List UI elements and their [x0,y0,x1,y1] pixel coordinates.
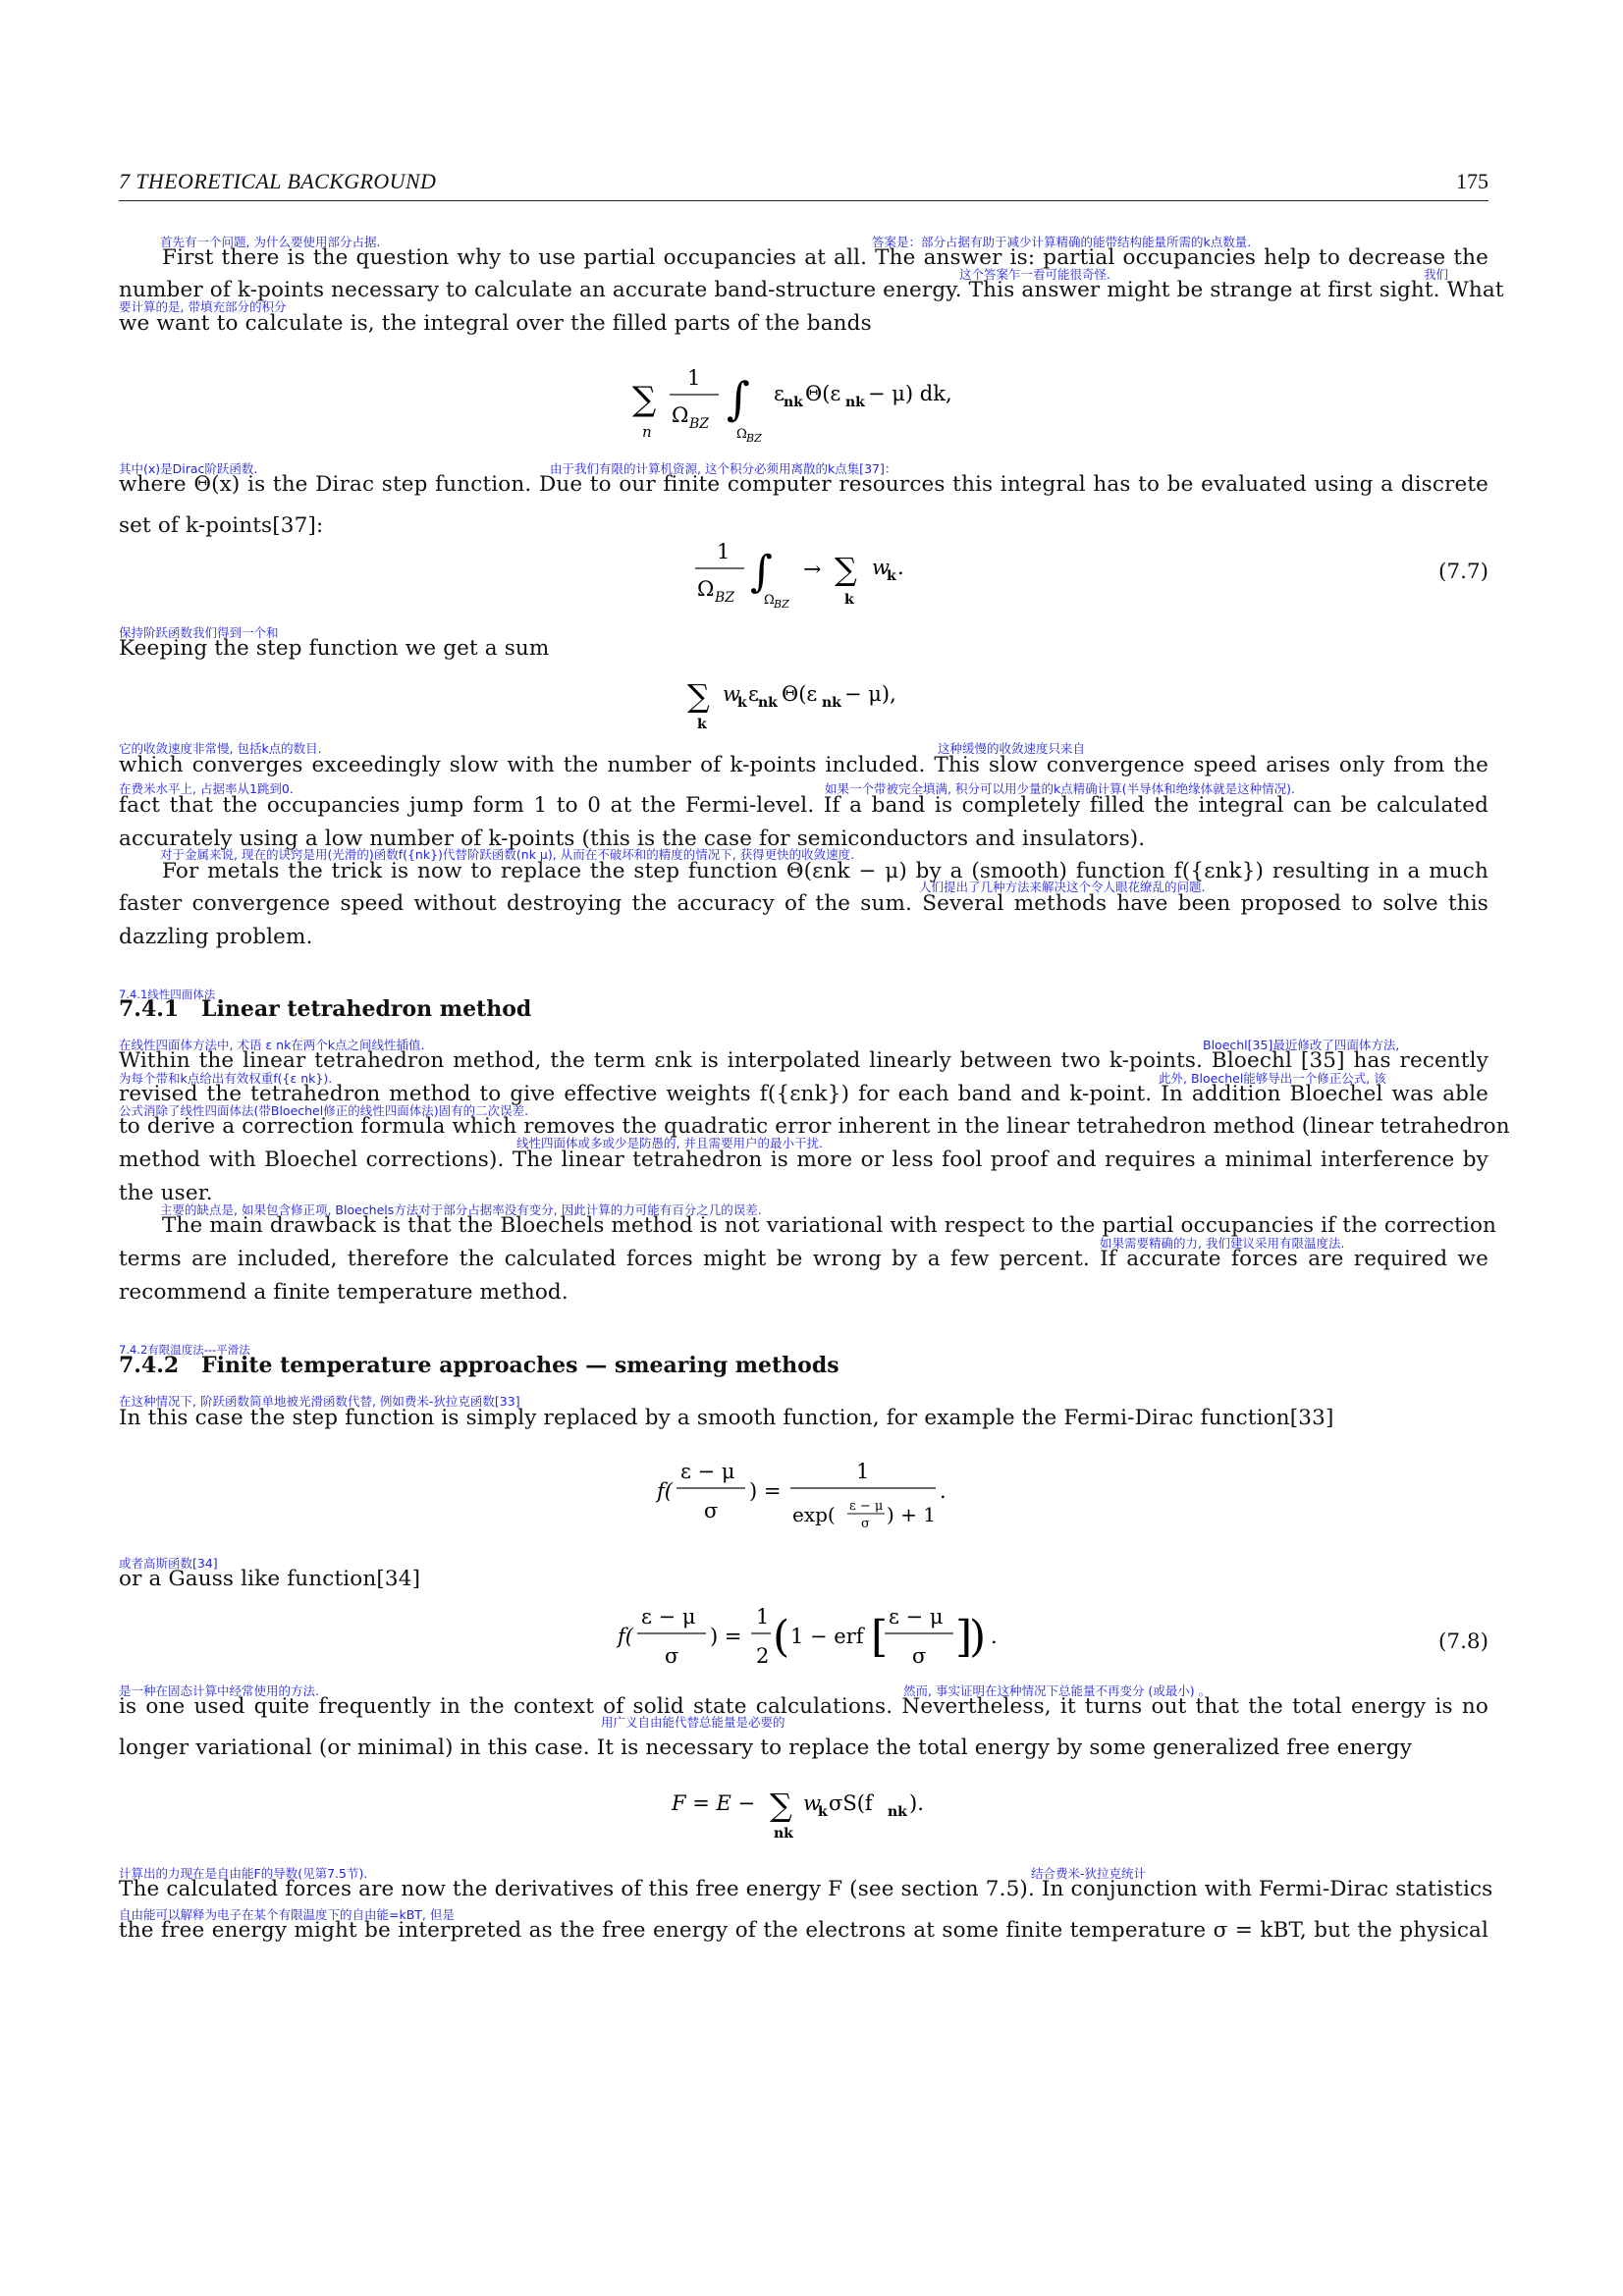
annotation: 7.4.1线性四面体法 [119,988,216,1001]
annotation: 这种缓慢的收敛速度只来自 [938,741,1086,756]
annotation: 如果需要精确的力, 我们建议采用有限温度法. [1100,1236,1345,1251]
equation-band-integral [628,361,1001,444]
plus-one: ) + 1 [887,1503,936,1526]
section-title: Finite temperature approaches — smearing methods [201,1353,839,1378]
annotation: 如果一个带被完全填满, 积分可以用少量的k点精确计算(半导体和绝缘体就是这种情况). [825,781,1295,796]
section-heading-7-4-2 [119,1353,839,1378]
equation-gauss [614,1598,1006,1681]
k-sub: k [737,695,747,711]
equals: ) = [749,1479,782,1503]
period: . [991,1625,998,1648]
text-line: to derive a correction formula which removes the quadratic error inherent in the linear tetrahedron method (linear tetrahedron [119,1114,1510,1139]
equation-step-sum [687,667,943,730]
theta: Θ(ε [782,682,818,706]
text-line: number of k-points necessary to calculate an accurate band-structure energy. This answer might be strange at first sight. What [119,278,1504,302]
rest: − μ) dk, [868,382,952,405]
text-line: Keeping the step function we get a sum [119,636,550,661]
annotation: 保持阶跃函数我们得到一个和 [119,625,279,640]
annotation: 此外, Bloechel能够导出一个修正公式, 该 [1159,1071,1386,1086]
text-line: First there is the question why to use partial occupancies at all. The answer is: partial occupancies help to decrease the [162,245,1488,270]
period: . [940,1479,947,1503]
arrow: → [803,558,822,582]
f: f( [657,1479,673,1503]
numerator: 1 [687,366,701,390]
omega-limit: Ω [764,593,775,608]
omega-limit: Ω [736,427,747,442]
text-line: revised the tetrahedron method to give effective weights f({εnk}) for each band and k-point. In addition Bloechel was able [119,1082,1488,1106]
svg-text:.: . [897,556,904,579]
annotation: 我们 [1424,267,1449,282]
annotation: 自由能可以解释为电子在某个有限温度下的自由能=kBT, 但是 [119,1907,455,1922]
bz-subscript: BZ [689,416,710,432]
text-line: where Θ(x) is the Dirac step function. Due to our finite computer resources this integral has to be evaluated using a discrete [119,472,1488,497]
integral-sign: ∫ [750,547,773,597]
text-line: For metals the trick is now to replace the step function Θ(εnk − μ) by a (smooth) function f({εnk}) resulting in a much [162,859,1488,883]
half-denominator: 2 [756,1644,770,1668]
annotation: 在这种情况下, 阶跃函数简单地被光滑函数代替, 例如费米-狄拉克函数[33] [119,1394,520,1409]
nk-sub: nk [758,695,778,711]
annotation: 公式消除了线性四面体法(带Bloechel修正的线性四面体法)固有的二次误差. [119,1103,529,1118]
epsilon: ε [774,382,784,405]
chapter-title: 7 THEORETICAL BACKGROUND [119,169,437,193]
text-line: In this case the step function is simply replaced by a smooth function, for example the Fermi-Dirac function[33] [119,1406,1334,1430]
text-line: the user. [119,1181,213,1205]
bz-limit: BZ [746,432,762,444]
equation-discrete-sum [687,535,923,614]
sum-index: nk [774,1826,793,1842]
nk-sub: nk [784,395,803,410]
nk-sub: nk [845,395,865,410]
annotation: 由于我们有限的计算机资源, 这个积分必须用离散的k点集[37]： [550,461,897,476]
annotation: 用广义自由能代替总能量是必要的 [601,1715,785,1730]
sum-sign: ∑ [687,677,710,715]
svg-text:]: ] [955,1612,973,1662]
erf: 1 − erf [790,1625,864,1648]
nk-sub: nk [822,695,841,711]
text-line: The main drawback is that the Bloechels method is not variational with respect to the partial occupancies if the correction [162,1213,1497,1238]
lhs: F = E − [672,1791,756,1815]
w: w [723,682,740,706]
sigma-S: σS(f [829,1791,873,1815]
equation-number: (7.8) [1438,1629,1488,1654]
section-number: 7.4.2 [119,1353,180,1378]
text-line: set of k-points[37]: [119,513,324,538]
section-number: 7.4.1 [119,996,180,1022]
text-line: fact that the occupancies jump form 1 to 0 at the Fermi-level. If a band is completely filled the integral can be calculated [119,793,1488,818]
annotation: 答案是：部分占据有助于减少计算精确的能带结构能量所需的k点数量. [872,235,1252,249]
section-heading-7-4-1 [119,996,531,1022]
annotation: 在线性四面体方法中, 术语 ε nk在两个k点之间线性插值. [119,1038,425,1052]
text-line: accurately using a low number of k-points (this is the case for semiconductors and insulators). [119,827,1146,851]
text-line: method with Bloechel corrections). The linear tetrahedron is more or less fool proof and requires a minimal interference by [119,1148,1488,1172]
svg-text:): ) [969,1612,987,1662]
annotation: 计算出的力现在是自由能F的导数(见第7.5节). [119,1866,368,1881]
nk-sub: nk [888,1804,907,1820]
section-title: Linear tetrahedron method [201,996,532,1022]
running-header [119,167,1488,201]
text-line: which converges exceedingly slow with the number of k-points included. This slow convergence speed arises only from the [119,753,1488,777]
sum-index: k [844,592,854,608]
half-numerator: 1 [756,1605,770,1629]
numerator: 1 [717,540,730,563]
numerator: ε − μ [641,1605,696,1629]
text-line: terms are included, therefore the calculated forces might be wrong by a few percent. If accurate forces are required we [119,1247,1488,1271]
exp-denominator: σ [861,1517,870,1531]
annotation: 是一种在固态计算中经常使用的方法. [119,1683,319,1698]
text-line: the free energy might be interpreted as the free energy of the electrons at some finite temperature σ = kBT, but the physical [119,1918,1488,1943]
annotation: 为每个带和k点给出有效权重f({ε nk}). [119,1071,333,1086]
end: ). [909,1791,924,1815]
sum-sign: ∑ [632,380,657,419]
text-line: is one used quite frequently in the context of solid state calculations. Nevertheless, it turns out that the total energy is no [119,1694,1488,1719]
page-number: 175 [1456,169,1488,193]
erf-denominator: σ [912,1644,927,1668]
annotation: 人们提出了几种方法来解决这个令人眼花缭乱的问题. [919,880,1206,894]
svg-text:[: [ [871,1612,889,1662]
theta: Θ(ε [805,382,841,405]
annotation: 对于金属来说, 现在的诀窍是用(光滑的)函数f({nk})代替阶跃函数(nk μ), 从而在不破坏和的精度的情况下, 获得更快的收敛速度. [160,847,855,862]
annotation: 要计算的是, 带填充部分的积分 [119,299,287,314]
annotation: Bloechl[35]最近修改了四面体方法, [1203,1038,1400,1052]
annotation: 结合费米-狄拉克统计 [1031,1866,1147,1881]
w: w [803,1791,821,1815]
bz-subscript: BZ [715,590,735,606]
integral-sign: ∫ [727,372,750,425]
annotation: 或者高斯函数[34] [119,1556,218,1571]
text-line: recommend a finite temperature method. [119,1280,568,1305]
rest: − μ), [844,682,896,706]
text-line: dazzling problem. [119,925,313,949]
text-line: Within the linear tetrahedron method, the term εnk is interpolated linearly between two k-points. Bloechl [35] has recently [119,1048,1488,1073]
bz-limit: BZ [774,598,789,611]
annotation: 7.4.2有限温度法---平滑法 [119,1343,250,1357]
text-line: faster convergence speed without destroying the accuracy of the sum. Several methods have been proposed to solve this [119,891,1488,916]
exp: exp( [792,1503,836,1526]
equation-free-energy [668,1775,962,1843]
f: f( [618,1625,633,1648]
numerator: 1 [856,1460,870,1483]
sum-index: k [697,717,707,730]
epsilon: ε [748,682,759,706]
annotation: 这个答案乍一看可能很奇怪. [959,267,1110,282]
text-line: longer variational (or minimal) in this case. It is necessary to replace the total energy by some generalized free energy [119,1735,1412,1760]
text-line: we want to calculate is, the integral over the filled parts of the bands [119,311,872,336]
sum-index: n [642,423,652,441]
text-line: or a Gauss like function[34] [119,1567,421,1591]
annotation: 其中(x)是Dirac阶跃函数. [119,461,258,476]
k-sub: k [887,568,896,584]
svg-text:(: ( [773,1612,790,1662]
text-line: The calculated forces are now the derivatives of this free energy F (see section 7.5). In conjunction with Fermi-Dirac statistics [119,1877,1493,1901]
equation-fermi-dirac [653,1453,967,1535]
erf-numerator: ε − μ [889,1605,944,1629]
denominator: σ [704,1499,719,1522]
equals: ) = [710,1625,742,1648]
denominator: σ [665,1644,679,1668]
annotation: 然而, 事实证明在这种情况下总能量不再变分 (或最小) 。 [903,1683,1212,1698]
sum-sign: ∑ [835,551,857,588]
numerator: ε − μ [680,1460,735,1483]
k-sub: k [818,1804,828,1820]
sum-sign: ∑ [770,1787,792,1824]
annotation: 首先有一个问题, 为什么要使用部分占据. [160,235,381,249]
omega: Ω [697,577,715,601]
annotation: 主要的缺点是, 如果包含修正项, Bloechels方法对于部分占据率没有变分, 因此计算的力可能有百分之几的误差. [160,1202,762,1217]
equation-number: (7.7) [1438,560,1488,584]
annotation: 在费米水平上, 占据率从1跳到0. [119,781,294,796]
annotation: 线性四面体或多或少是防愚的, 并且需要用户的最小干扰. [516,1136,823,1150]
annotation: 它的收敛速度非常慢, 包括k点的数目. [119,741,322,756]
exp-numerator: ε − μ [849,1499,884,1514]
omega: Ω [672,403,689,427]
w: w [872,556,890,579]
